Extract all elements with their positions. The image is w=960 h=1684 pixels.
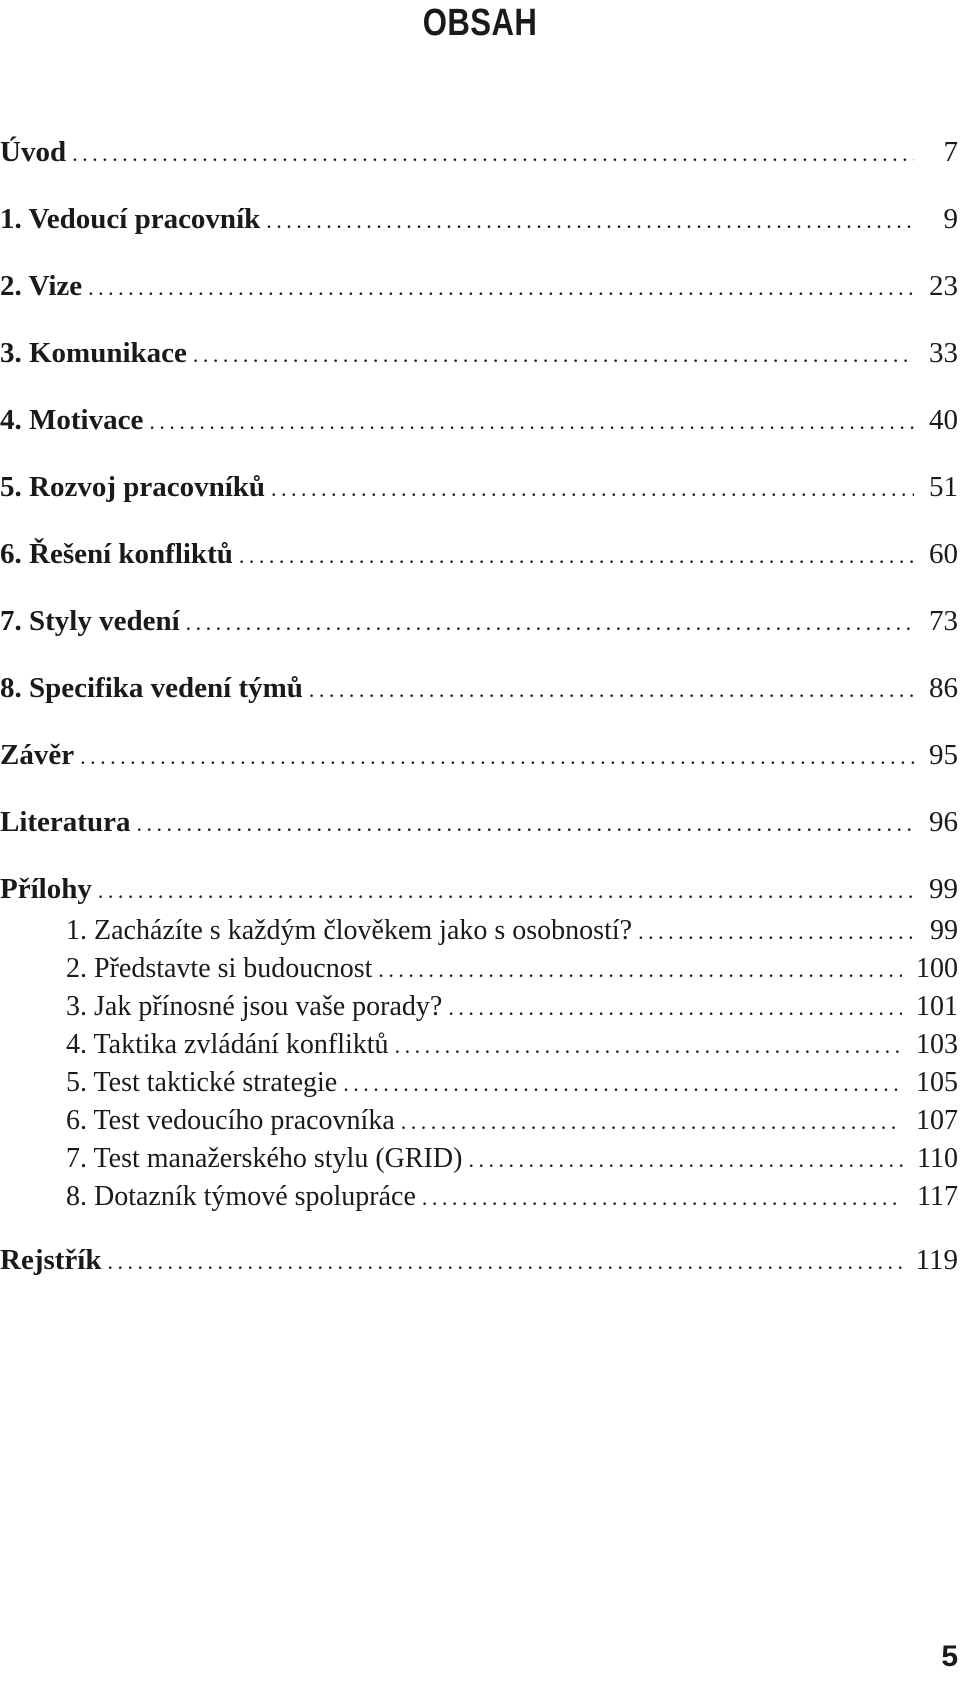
toc-entry-page: 86 (929, 672, 958, 704)
toc-subentry-label: 6. Test vedoucího pracovníka (66, 1105, 395, 1136)
toc-entry-chapter-6[interactable] (0, 538, 958, 578)
dot-leader (72, 141, 914, 167)
toc-subentry-appendix-2[interactable] (66, 953, 958, 991)
dot-leader (343, 1071, 902, 1097)
toc-subentry-appendix-4[interactable] (66, 1029, 958, 1067)
toc-entry-label: 1. Vedoucí pracovník (0, 203, 261, 235)
toc-subentry-appendix-7[interactable] (66, 1143, 958, 1181)
dot-leader (239, 543, 914, 569)
toc-entry-page: 119 (915, 1244, 958, 1276)
dot-leader (638, 919, 914, 945)
toc-entry-chapter-1[interactable] (0, 203, 958, 243)
toc-entry-label: 3. Komunikace (0, 337, 187, 369)
toc-entry-label: 5. Rozvoj pracovníků (0, 471, 266, 503)
toc-entry-chapter-5[interactable] (0, 471, 958, 511)
toc-subentry-label: 7. Test manažerského stylu (GRID) (66, 1143, 463, 1174)
toc-subentry-page: 105 (916, 1067, 958, 1098)
toc-entry-rejstrik[interactable] (0, 1244, 958, 1284)
dot-leader (271, 476, 914, 502)
toc-entry-prilohy[interactable] (0, 873, 958, 913)
toc-entry-zaver[interactable] (0, 739, 958, 779)
toc-entry-chapter-4[interactable] (0, 404, 958, 444)
dot-leader (107, 1249, 901, 1275)
toc-entry-label: 4. Motivace (0, 404, 144, 436)
dot-leader (401, 1109, 902, 1135)
dot-leader (422, 1185, 903, 1211)
dot-leader (448, 995, 902, 1021)
toc-entry-label: 2. Vize (0, 270, 83, 302)
toc-subentry-appendix-8[interactable] (66, 1181, 958, 1219)
page-title: OBSAH (422, 2, 538, 44)
dot-leader (309, 677, 914, 703)
toc-subentry-label: 3. Jak přínosné jsou vaše porady? (66, 991, 443, 1022)
toc-entry-chapter-8[interactable] (0, 672, 958, 712)
toc-entry-label: Rejstřík (0, 1244, 102, 1276)
dot-leader (266, 208, 914, 234)
toc-entry-page: 96 (929, 806, 958, 838)
dot-leader (136, 811, 914, 837)
toc-subentry-page: 110 (917, 1143, 958, 1174)
toc-entry-label: Úvod (0, 136, 67, 168)
toc-subentry-page: 107 (916, 1105, 958, 1136)
toc-entry-page: 99 (929, 873, 958, 905)
toc-entry-page: 95 (929, 739, 958, 771)
toc-subentry-page: 117 (917, 1181, 958, 1212)
toc-subentry-appendix-1[interactable] (66, 915, 958, 953)
toc-entry-label: Závěr (0, 739, 75, 771)
dot-leader (80, 744, 914, 770)
dot-leader (468, 1147, 903, 1173)
toc-entry-label: Literatura (0, 806, 131, 838)
toc-entry-chapter-7[interactable] (0, 605, 958, 645)
toc-entry-label: Přílohy (0, 873, 92, 905)
toc-entry-label: 8. Specifika vedení týmů (0, 672, 303, 704)
dot-leader (395, 1033, 902, 1059)
toc-subentry-appendix-6[interactable] (66, 1105, 958, 1143)
toc-subentry-label: 8. Dotazník týmové spolupráce (66, 1181, 416, 1212)
toc-subentry-page: 100 (916, 953, 958, 984)
toc-entry-page: 7 (943, 136, 958, 168)
dot-leader (186, 610, 914, 636)
toc-entry-page: 23 (929, 270, 958, 302)
page-number: 5 (941, 1640, 958, 1673)
toc-entry-page: 33 (929, 337, 958, 369)
dot-leader (378, 957, 902, 983)
dot-leader (88, 275, 914, 301)
toc-entry-page: 51 (929, 471, 958, 503)
toc-subentry-label: 1. Zacházíte s každým člověkem jako s osobností? (66, 915, 633, 946)
toc-entry-page: 60 (929, 538, 958, 570)
toc-entry-page: 40 (929, 404, 958, 436)
toc-entry-label: 6. Řešení konfliktů (0, 538, 233, 570)
toc-subentry-appendix-5[interactable] (66, 1067, 958, 1105)
dot-leader (149, 409, 914, 435)
toc-entry-uvod[interactable] (0, 136, 958, 176)
dot-leader (193, 342, 914, 368)
toc-subentry-label: 2. Představte si budoucnost (66, 953, 373, 984)
toc-subentry-page: 99 (930, 915, 958, 946)
toc-subentry-label: 5. Test taktické strategie (66, 1067, 338, 1098)
toc-entry-label: 7. Styly vedení (0, 605, 180, 637)
dot-leader (98, 878, 914, 904)
toc-entry-page: 9 (943, 203, 958, 235)
toc-entry-chapter-2[interactable] (0, 270, 958, 310)
toc-entry-page: 73 (929, 605, 958, 637)
toc-entry-chapter-3[interactable] (0, 337, 958, 377)
toc-subentry-page: 101 (916, 991, 958, 1022)
toc-entry-literatura[interactable] (0, 806, 958, 846)
toc-subentry-page: 103 (916, 1029, 958, 1060)
toc-subentry-label: 4. Taktika zvládání konfliktů (66, 1029, 389, 1060)
toc-subentry-appendix-3[interactable] (66, 991, 958, 1029)
